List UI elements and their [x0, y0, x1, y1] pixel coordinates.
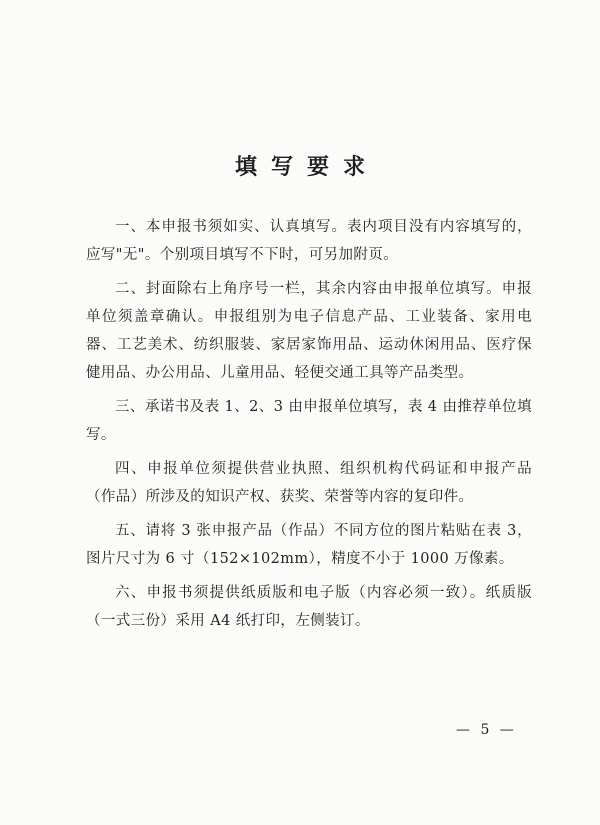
requirement-paragraph-4: 四、申报单位须提供营业执照、组织机构代码证和申报产品（作品）所涉及的知识产权、获奖、荣誉等内容的复印件。 [86, 461, 532, 505]
requirement-paragraph-2: 二、封面除右上角序号一栏，其余内容由申报单位填写。申报单位须盖章确认。申报组别为电子信息产品、工业装备、家用电器、工艺美术、纺织服装、家居家饰用品、运动休闲用品、医疗保健用品、办公用品、儿童用品、轻便交通工具等产品类型。 [86, 281, 532, 381]
requirement-paragraph-1: 一、本申报书须如实、认真填写。表内项目没有内容填写的，应写"无"。个别项目填写不下时，可另加附页。 [86, 219, 532, 263]
page-title: 填写要求 [234, 154, 379, 180]
requirement-paragraph-3: 三、承诺书及表 1、2、3 由申报单位填写，表 4 由推荐单位填写。 [86, 399, 532, 443]
requirement-paragraph-6: 六、申报书须提供纸质版和电子版（内容必须一致）。纸质版（一式三份）采用 A4 纸打印，左侧装订。 [86, 585, 532, 629]
page-number: — 5 — [456, 722, 517, 738]
requirements-body [86, 213, 532, 641]
requirement-paragraph-5: 五、请将 3 张申报产品（作品）不同方位的图片粘贴在表 3，图片尺寸为 6 寸（152×102mm），精度不小于 1000 万像素。 [86, 523, 532, 567]
